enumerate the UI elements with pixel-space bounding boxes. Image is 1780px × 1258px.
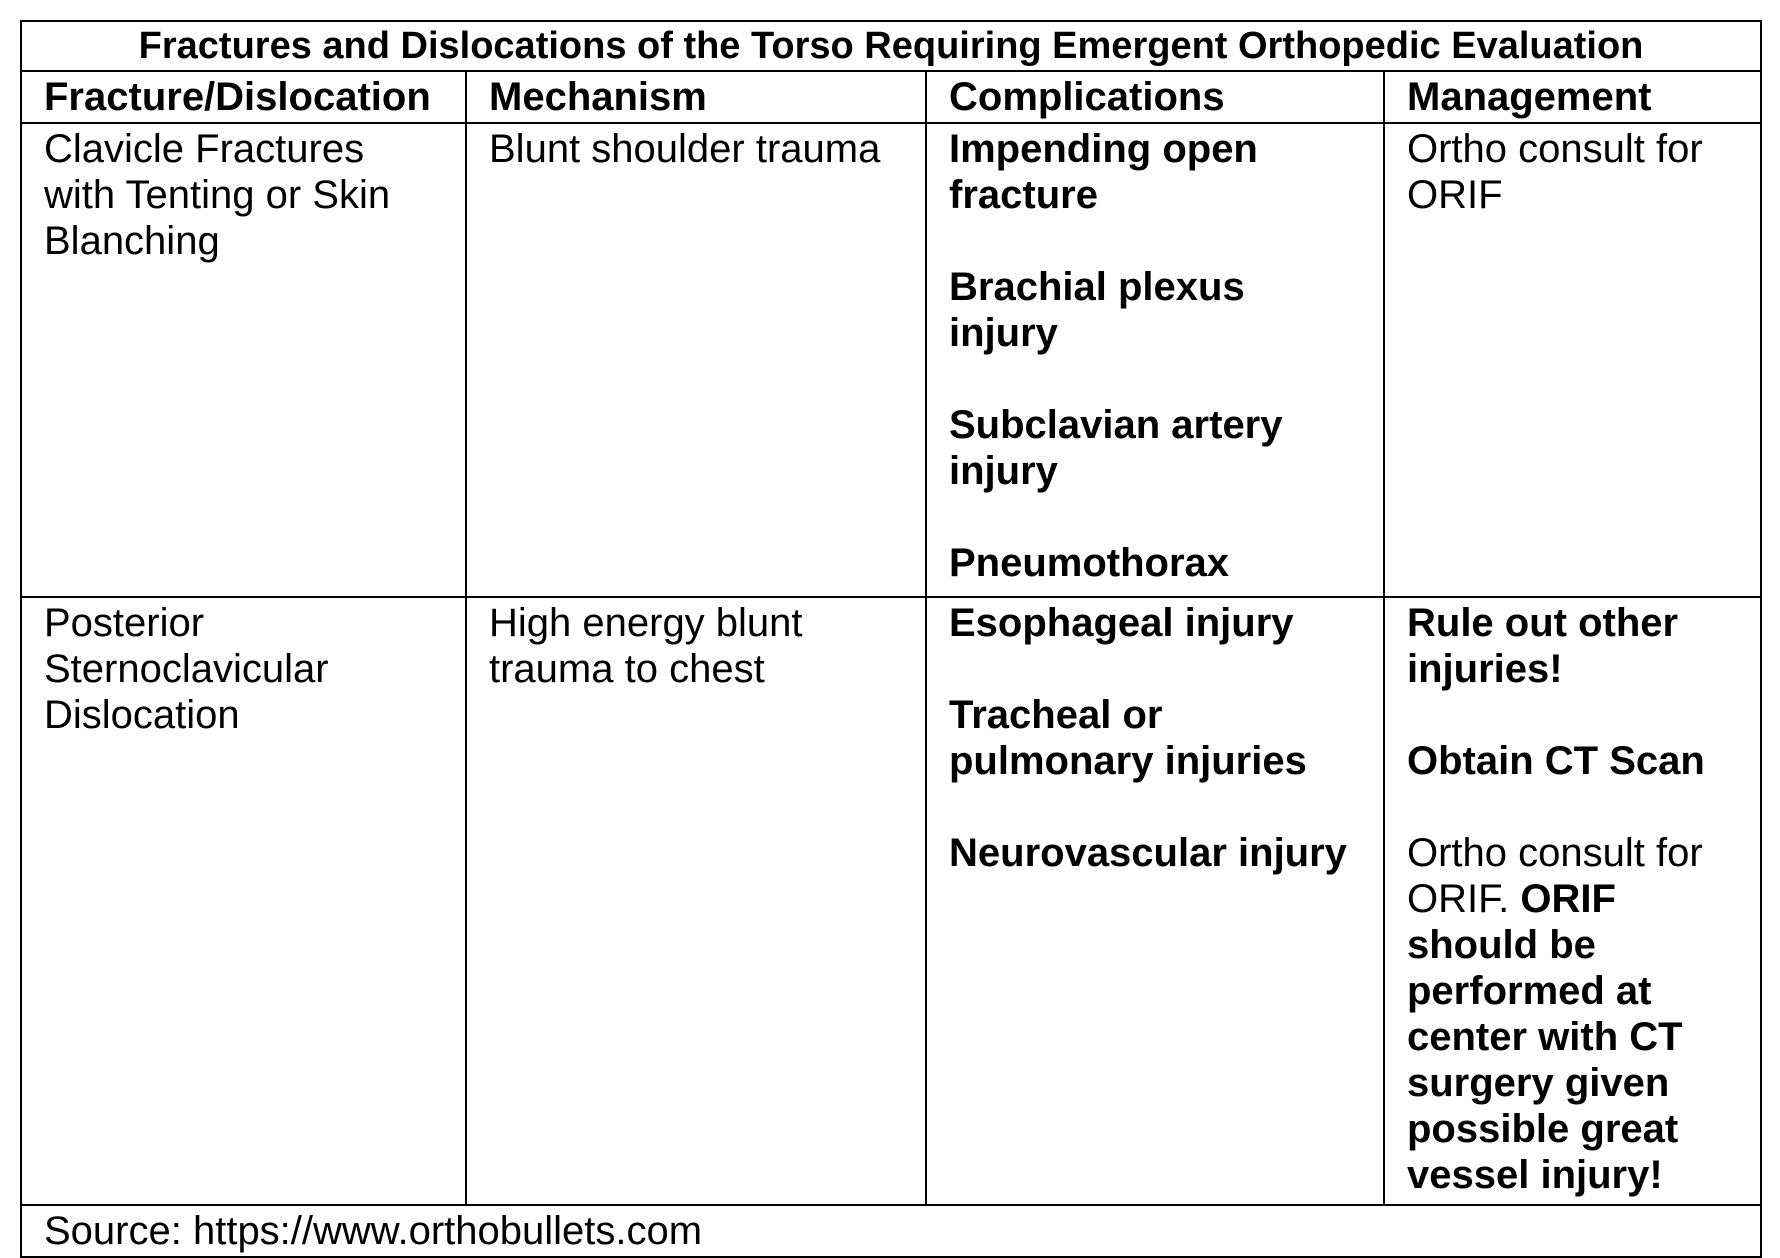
management-plain-text: Ortho consult for ORIF. [1407, 831, 1703, 921]
header-complications: Complications [926, 71, 1384, 123]
complication-item: Brachial plexus injury [949, 265, 1245, 355]
management-item: Rule out other injuries! [1407, 601, 1679, 691]
management-item: Obtain CT Scan [1407, 739, 1705, 783]
table-row [21, 597, 1761, 1205]
complication-item: Neurovascular injury [949, 831, 1347, 875]
cell-management: Ortho consult for ORIF [1384, 123, 1761, 597]
complication-item: Impending open fracture [949, 127, 1258, 217]
complication-item: Subclavian artery injury [949, 403, 1283, 493]
cell-management [1384, 597, 1761, 1205]
cell-fracture: Posterior Sternoclavicular Dislocation [21, 597, 466, 1205]
complication-item: Tracheal or pulmonary injuries [949, 693, 1307, 783]
fractures-table [20, 20, 1762, 1258]
header-management: Management [1384, 71, 1761, 123]
management-bold-text: ORIF should be performed at center with CT surgery given possible great vessel injury! [1407, 877, 1683, 1197]
cell-complications [926, 597, 1384, 1205]
cell-mechanism: Blunt shoulder trauma [466, 123, 926, 597]
header-mechanism: Mechanism [466, 71, 926, 123]
cell-mechanism: High energy blunt trauma to chest [466, 597, 926, 1205]
cell-fracture: Clavicle Fractures with Tenting or Skin Blanching [21, 123, 466, 597]
table-row [21, 123, 1761, 597]
management-item [1407, 830, 1738, 1198]
complication-item: Pneumothorax [949, 541, 1230, 585]
cell-complications [926, 123, 1384, 597]
header-fracture-dislocation: Fracture/Dislocation [21, 71, 466, 123]
source-note: Source: https://www.orthobullets.com [21, 1205, 1761, 1257]
complication-item: Esophageal injury [949, 601, 1294, 645]
table-title: Fractures and Dislocations of the Torso Requiring Emergent Orthopedic Evaluation [21, 21, 1761, 71]
